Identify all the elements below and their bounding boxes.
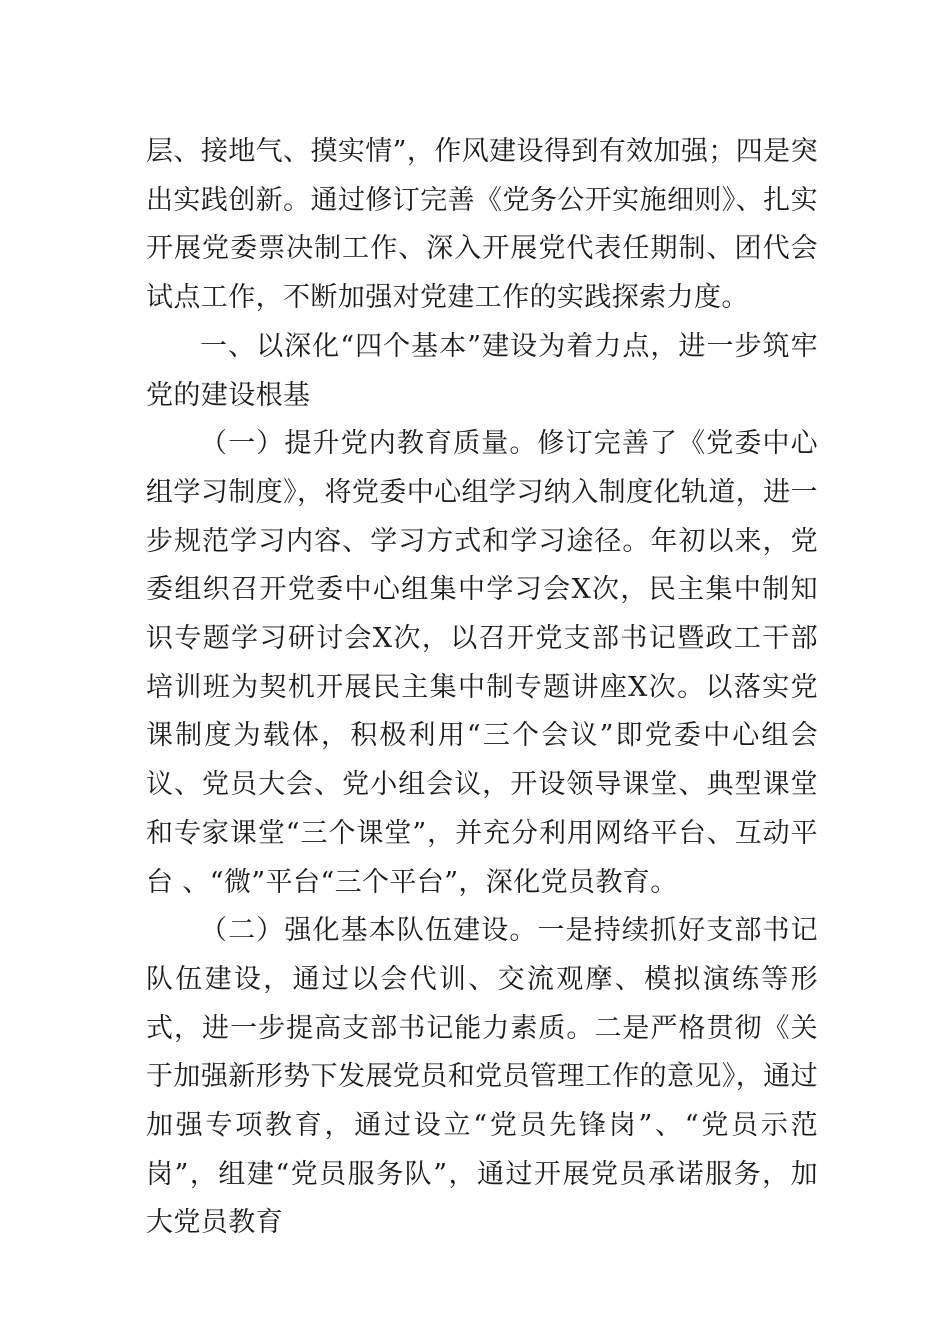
document-body	[146, 128, 818, 1248]
paragraph-continued: 层、接地气、摸实情”，作风建设得到有效加强；四是突出实践创新。通过修订完善《党务公开实施细则》、扎实开展党委票决制工作、深入开展党代表任期制、团代会试点工作，不断加强对党建工作的实践探索力度。	[146, 136, 818, 314]
paragraph-education-quality: （一）提升党内教育质量。修订完善了《党委中心组学习制度》，将党委中心组学习纳入制度化轨道，进一步规范学习内容、学习方式和学习途径。年初以来，党委组织召开党委中心组集中学习会X次，民主集中制知识专题学习研讨会X次，以召开党支部书记暨政工干部培训班为契机开展民主集中制专题讲座X次。以落实党课制度为载体，积极利用“三个会议”即党委中心组会议、党员大会、党小组会议，开设领导课堂、典型课堂和专家课堂“三个课堂”，并充分利用网络平台、互动平台 、“微”平台“三个平台”，深化党员教育。	[146, 428, 818, 898]
section-heading: 一、以深化“四个基本”建设为着力点，进一步筑牢党的建设根基	[146, 330, 818, 411]
paragraph-team-building: （二）强化基本队伍建设。一是持续抓好支部书记队伍建设，通过以会代训、交流观摩、模拟演练等形式，进一步提高支部书记能力素质。二是严格贯彻《关于加强新形势下发展党员和党员管理工作的意见》，通过加强专项教育，通过设立“党员先锋岗”、“党员示范岗”，组建“党员服务队”，通过开展党员承诺服务，加大党员教育	[146, 915, 818, 1239]
